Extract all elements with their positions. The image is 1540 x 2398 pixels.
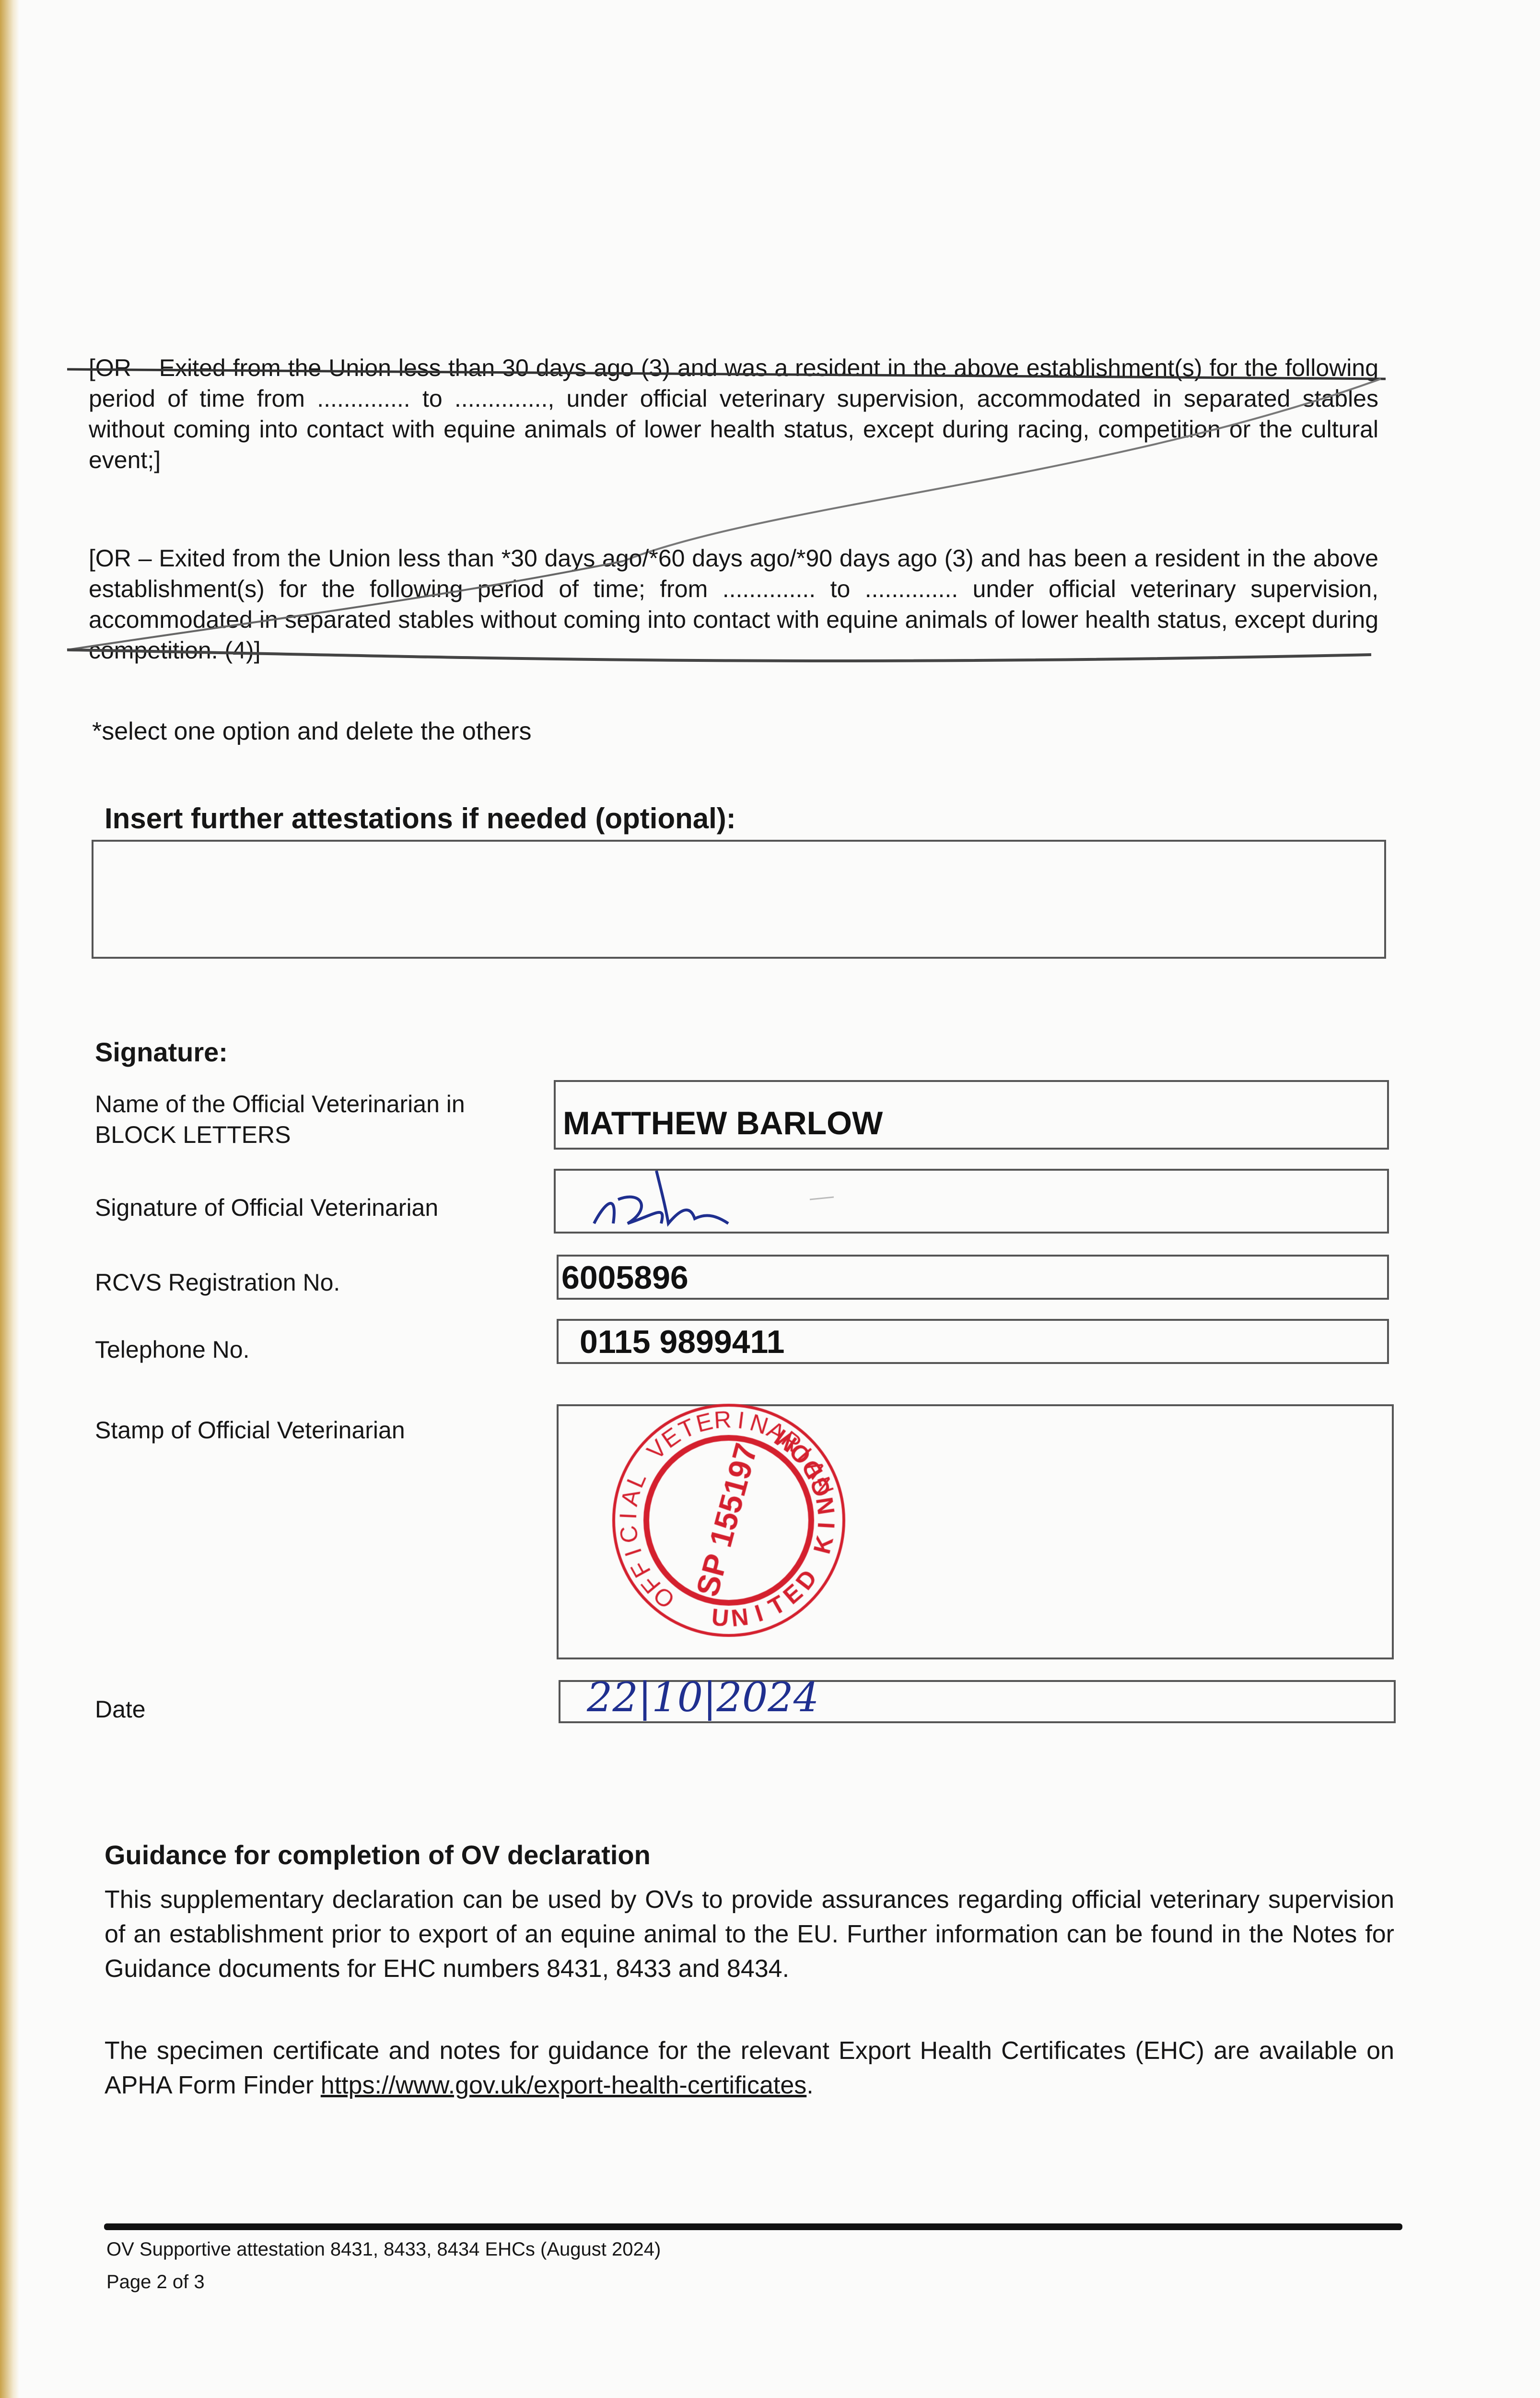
- name-field[interactable]: [554, 1080, 1389, 1150]
- footer-page-number: Page 2 of 3: [106, 2271, 205, 2292]
- stamp-label: Stamp of Official Veterinarian: [95, 1417, 405, 1444]
- attestation-option-2: [OR – Exited from the Union less than *30 days ago/*60 days ago/*90 days ago (3) and has been a resident in the above establishment(s) for the following period of time; from .............. to .............. under official veterinary supervision, accommodated in separated stables without coming into contact with equine animals of lower health status, except during competition. (4)]: [89, 545, 1378, 664]
- further-attestations-field[interactable]: [92, 840, 1386, 959]
- date-value: 22|10|2024: [587, 1674, 819, 1721]
- footer-doc-ref: OV Supportive attestation 8431, 8433, 8434 EHCs (August 2024): [106, 2239, 661, 2260]
- phone-label: Telephone No.: [95, 1336, 250, 1363]
- phone-field[interactable]: [557, 1319, 1389, 1364]
- guidance-paragraph-2: [105, 2034, 1394, 2103]
- handwritten-signature: [584, 1152, 872, 1247]
- footer-rule: [104, 2223, 1402, 2230]
- further-attestations-heading: Insert further attestations if needed (optional):: [105, 802, 736, 835]
- guidance-paragraph-1: This supplementary declaration can be used by OVs to provide assurances regarding official veterinary supervision of an establishment prior to export of an equine animal to the EU. Further information can be found in the Notes for Guidance documents for EHC numbers 8431, 8433 and 8434.: [105, 1886, 1394, 1983]
- select-note: *select one option and delete the others: [92, 717, 532, 745]
- rcvs-field[interactable]: [557, 1255, 1389, 1300]
- signature-heading: Signature:: [95, 1037, 228, 1067]
- rcvs-value: 6005896: [561, 1259, 688, 1296]
- name-label: Name of the Official Veterinarian in BLOCK LETTERS: [95, 1091, 465, 1148]
- date-field[interactable]: [559, 1674, 1396, 1723]
- guidance-paragraph-2-end: .: [806, 2071, 814, 2099]
- name-value: MATTHEW BARLOW: [563, 1105, 883, 1141]
- signature-label: Signature of Official Veterinarian: [95, 1194, 439, 1221]
- signature-field[interactable]: [554, 1169, 1389, 1234]
- rcvs-label: RCVS Registration No.: [95, 1269, 340, 1296]
- official-veterinarian-stamp: [607, 1391, 856, 1650]
- export-health-certificates-link[interactable]: https://www.gov.uk/export-health-certificates: [320, 2071, 807, 2099]
- date-label: Date: [95, 1696, 146, 1723]
- attestation-option-1: [OR – Exited from the Union less than 30 days ago (3) and was a resident in the above establishment(s) for the following period of time from .............. to .............., under official veterinary supervision, accommodated in separated stables without coming into contact with equine animals of lower health status, except during racing, competition or the cultural event;]: [89, 354, 1378, 473]
- guidance-paragraph-2-text: The specimen certificate and notes for guidance for the relevant Export Health Certificates (EHC) are available on APHA Form Finder: [105, 2037, 1394, 2099]
- phone-value: 0115 9899411: [580, 1324, 785, 1360]
- strike-line-option-2: [0, 0, 1540, 671]
- guidance-heading: Guidance for completion of OV declaration: [105, 1840, 651, 1870]
